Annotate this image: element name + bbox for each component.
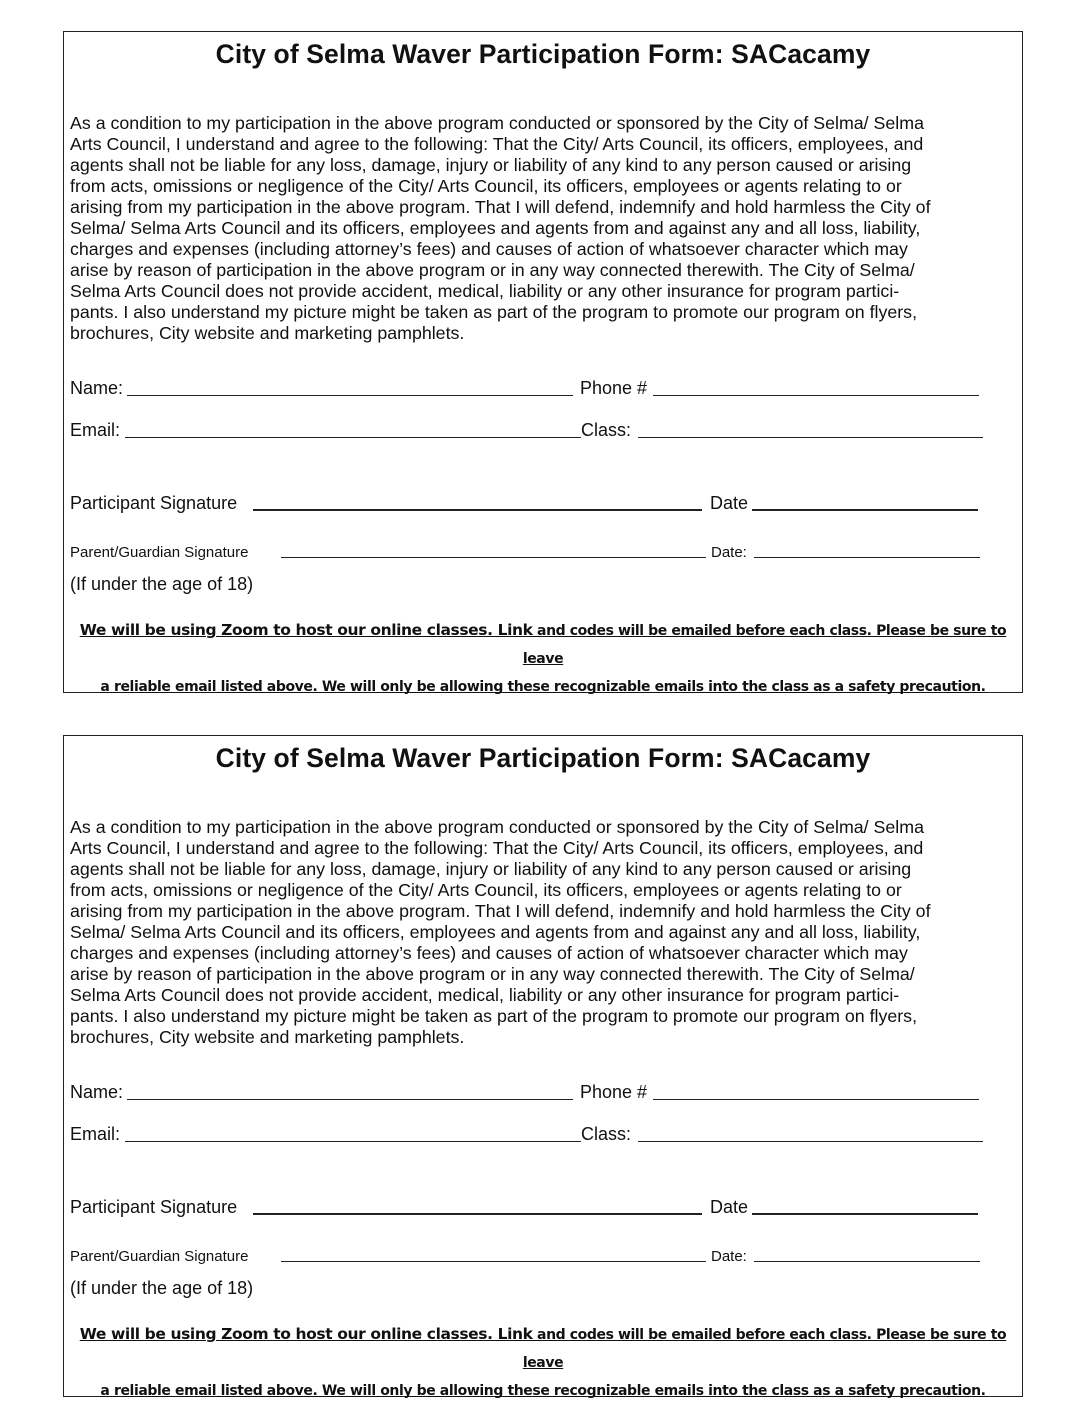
date-label: Date bbox=[710, 493, 749, 513]
guardian-date-field[interactable] bbox=[754, 557, 980, 558]
guardian-signature-label: Parent/Guardian Signature bbox=[70, 544, 249, 561]
email-field[interactable] bbox=[125, 1141, 581, 1142]
form-title: City of Selma Waver Participation Form: SACacamy bbox=[215, 743, 871, 773]
under-age-note: (If under the age of 18) bbox=[70, 1278, 254, 1298]
class-label: Class: bbox=[581, 1124, 632, 1144]
participant-signature-label: Participant Signature bbox=[70, 493, 238, 513]
date-label: Date bbox=[710, 1197, 749, 1217]
guardian-signature-label: Parent/Guardian Signature bbox=[70, 1248, 249, 1265]
participant-signature-row bbox=[70, 1197, 1016, 1218]
guardian-date-label: Date: bbox=[711, 1248, 747, 1265]
name-label: Name: bbox=[70, 378, 124, 398]
waiver-text: As a condition to my participation in the above program conducted or sponsored by the City of Selma/ Selma Arts Council, I understand and agree to the following: That the City/ Arts Council, its officers, employees, and agents shall not be liable for any loss, damage, injury or liability of any kind to any person caused or arising from acts, omissions or negligence of the City/ Arts Council, its officers, employees or agents relating to or arising from my participation in the above program. That I will defend, indemnify and hold harmless the City of Selma/ Selma Arts Council and its officers, employees and agents from and against any and all loss, liability, charges and expenses (including attorney’s fees) and causes of action of whatsoever character which may arise by reason of participation in the above program or in any way connected therewith. The City of Selma/ Selma Arts Council does not provide accident, medical, liability or any other insurance for program partici- pants. I also understand my picture might be taken as part of the program to promote our program on flyers, brochures, City website and marketing pamphlets. bbox=[70, 817, 931, 1047]
phone-field[interactable] bbox=[653, 395, 979, 396]
email-field[interactable] bbox=[125, 437, 581, 438]
name-phone-row bbox=[70, 378, 1016, 399]
zoom-notice bbox=[70, 616, 1016, 701]
guardian-date-label: Date: bbox=[711, 544, 747, 561]
notice-part1: We will be using Zoom to host our online classes. Link bbox=[79, 1325, 533, 1343]
guardian-signature-field[interactable] bbox=[281, 1261, 706, 1262]
class-label: Class: bbox=[581, 420, 632, 440]
name-field[interactable] bbox=[127, 1099, 573, 1100]
email-class-row bbox=[70, 1124, 1016, 1145]
guardian-signature-field[interactable] bbox=[281, 557, 706, 558]
participant-signature-row bbox=[70, 493, 1016, 514]
date-field[interactable] bbox=[752, 1213, 978, 1215]
guardian-date-field[interactable] bbox=[754, 1261, 980, 1262]
date-field[interactable] bbox=[752, 509, 978, 511]
form-title: City of Selma Waver Participation Form: SACacamy bbox=[215, 39, 871, 69]
phone-label: Phone # bbox=[580, 378, 648, 398]
participant-signature-field[interactable] bbox=[253, 509, 702, 511]
under-age-note: (If under the age of 18) bbox=[70, 574, 254, 594]
notice-part2: and codes will be emailed before each class. Please be sure to leave bbox=[522, 1327, 1007, 1371]
participant-signature-field[interactable] bbox=[253, 1213, 702, 1215]
participant-signature-label: Participant Signature bbox=[70, 1197, 238, 1217]
email-class-row bbox=[70, 420, 1016, 441]
name-field[interactable] bbox=[127, 395, 573, 396]
notice-part1: We will be using Zoom to host our online classes. Link bbox=[79, 621, 533, 639]
notice-line2: a reliable email listed above. We will only be allowing these recognizable emails into the class as a safety precaution. bbox=[100, 1383, 986, 1399]
class-field[interactable] bbox=[638, 437, 983, 438]
guardian-signature-row bbox=[70, 1248, 1016, 1265]
name-label: Name: bbox=[70, 1082, 124, 1102]
guardian-signature-row bbox=[70, 544, 1016, 561]
class-field[interactable] bbox=[638, 1141, 983, 1142]
email-label: Email: bbox=[70, 420, 121, 440]
phone-field[interactable] bbox=[653, 1099, 979, 1100]
waiver-form-2 bbox=[63, 735, 1023, 1397]
waiver-text: As a condition to my participation in the above program conducted or sponsored by the City of Selma/ Selma Arts Council, I understand and agree to the following: That the City/ Arts Council, its officers, employees, and agents shall not be liable for any loss, damage, injury or liability of any kind to any person caused or arising from acts, omissions or negligence of the City/ Arts Council, its officers, employees or agents relating to or arising from my participation in the above program. That I will defend, indemnify and hold harmless the City of Selma/ Selma Arts Council and its officers, employees and agents from and against any and all loss, liability, charges and expenses (including attorney’s fees) and causes of action of whatsoever character which may arise by reason of participation in the above program or in any way connected therewith. The City of Selma/ Selma Arts Council does not provide accident, medical, liability or any other insurance for program partici- pants. I also understand my picture might be taken as part of the program to promote our program on flyers, brochures, City website and marketing pamphlets. bbox=[70, 113, 931, 343]
zoom-notice bbox=[70, 1320, 1016, 1405]
waiver-form-1 bbox=[63, 31, 1023, 693]
email-label: Email: bbox=[70, 1124, 121, 1144]
phone-label: Phone # bbox=[580, 1082, 648, 1102]
notice-line2: a reliable email listed above. We will only be allowing these recognizable emails into the class as a safety precaution. bbox=[100, 679, 986, 695]
notice-part2: and codes will be emailed before each class. Please be sure to leave bbox=[522, 623, 1007, 667]
name-phone-row bbox=[70, 1082, 1016, 1103]
